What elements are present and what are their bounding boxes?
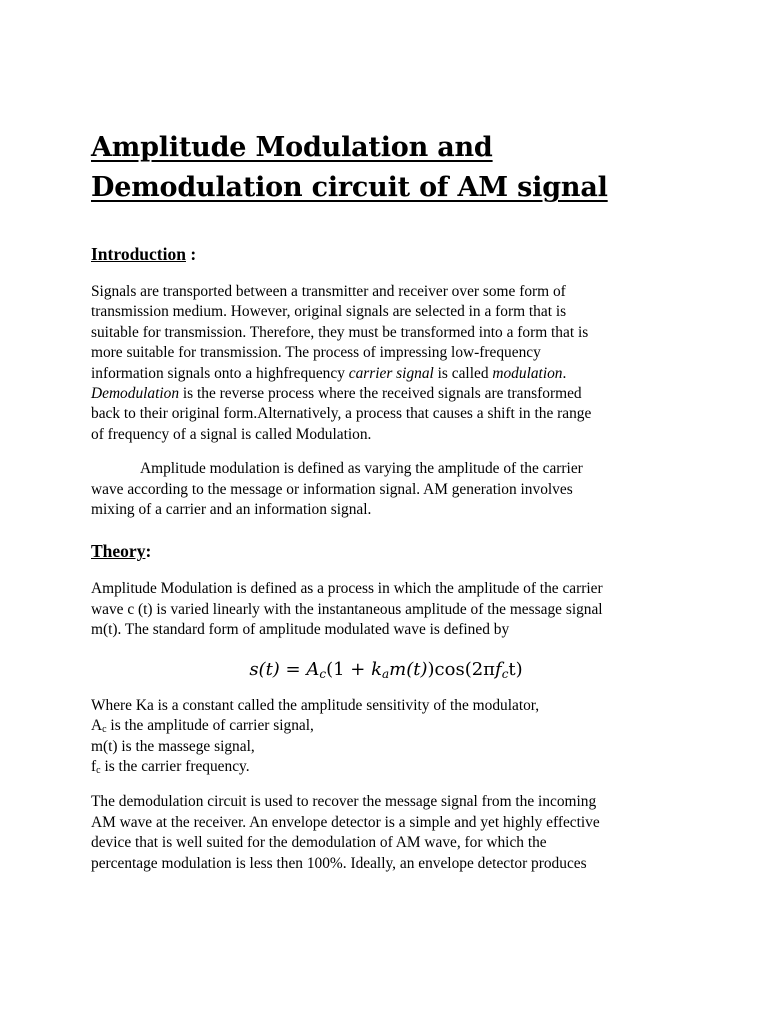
theory-heading-colon: : — [145, 541, 152, 562]
document-title — [91, 128, 681, 208]
text-line: Signals are transported between a transmitter and receiver over some form of — [91, 283, 566, 300]
text-line: percentage modulation is less then 100%. Ideally, an envelope detector produces — [91, 854, 587, 872]
formula-amplitude: A — [306, 658, 320, 680]
text-line: The demodulation circuit is used to recover the message signal from the incoming — [91, 793, 597, 811]
introduction-paragraph-2 — [91, 459, 681, 520]
text-line: suitable for transmission. Therefore, they must be transformed into a form that is — [91, 323, 589, 341]
emphasis-carrier-signal: carrier signal — [348, 364, 434, 382]
text-line: device that is well suited for the demodulation of AM wave, for which the — [91, 834, 547, 852]
text-line: Where Ka is a constant called the amplitude sensitivity of the modulator, — [91, 696, 540, 714]
formula-f-sub: c — [501, 666, 509, 681]
emphasis-modulation: modulation — [492, 364, 563, 382]
theory-paragraph-1 — [91, 579, 681, 640]
subscript: c — [102, 724, 107, 736]
formula-f: f — [495, 658, 502, 680]
theory-heading-text: Theory — [91, 541, 146, 562]
formula-equals: = — [279, 658, 307, 680]
formula-cos: )cos(2π — [427, 658, 496, 680]
text-line: mixing of a carrier and an information signal. — [91, 501, 372, 519]
formula-definitions — [91, 696, 681, 778]
text-run: f — [91, 757, 97, 775]
introduction-paragraph-1 — [91, 282, 681, 445]
text-line: wave c (t) is varied linearly with the instantaneous amplitude of the message signal — [91, 600, 603, 618]
title-line-1: Amplitude Modulation and — [91, 132, 493, 163]
formula-message: m(t) — [389, 658, 428, 680]
text-run: . — [562, 364, 567, 382]
formula-amplitude-sub: c — [319, 666, 327, 681]
formula-open: (1 + — [326, 658, 372, 680]
theory-heading — [91, 540, 681, 562]
text-run: is the carrier frequency. — [100, 757, 250, 775]
title-line-2: Demodulation circuit of AM signal — [91, 172, 608, 203]
text-run: is the amplitude of carrier signal, — [106, 717, 314, 735]
text-line: AM wave at the receiver. An envelope detector is a simple and yet highly effective — [91, 813, 600, 831]
text-line — [91, 716, 681, 736]
emphasis-demodulation: Demodulation — [91, 385, 180, 403]
text-line: transmission medium. However, original signals are selected in a form that is — [91, 303, 567, 321]
document-page — [91, 128, 681, 874]
text-line: Amplitude modulation is defined as varying the amplitude of the carrier — [140, 460, 583, 478]
text-run: A — [91, 717, 103, 735]
text-line: m(t) is the massege signal, — [91, 737, 255, 755]
introduction-heading-text: Introduction — [91, 244, 186, 264]
text-line — [91, 384, 681, 404]
text-line: m(t). The standard form of amplitude modulated wave is defined by — [91, 621, 510, 639]
formula-lhs: s(t) — [249, 658, 280, 680]
text-line — [91, 364, 681, 384]
text-line: Amplitude Modulation is defined as a process in which the amplitude of the carrier — [91, 580, 603, 598]
am-formula — [91, 658, 681, 682]
introduction-heading — [91, 243, 681, 265]
text-line: of frequency of a signal is called Modulation. — [91, 425, 372, 443]
text-line: wave according to the message or information signal. AM generation involves — [91, 480, 573, 498]
text-run: is the reverse process where the received signals are transformed — [179, 385, 582, 403]
text-run: is called — [433, 364, 493, 382]
text-line — [91, 757, 681, 777]
theory-paragraph-2 — [91, 792, 681, 874]
formula-k: k — [371, 658, 383, 680]
introduction-heading-colon: : — [185, 244, 197, 264]
text-line: back to their original form.Alternatively, a process that causes a shift in the range — [91, 405, 592, 423]
text-line: more suitable for transmission. The process of impressing low-frequency — [91, 344, 541, 362]
text-run: information signals onto a highfrequency — [91, 364, 349, 382]
subscript: c — [96, 764, 101, 776]
formula-k-sub: a — [382, 666, 390, 681]
formula-end: t) — [508, 658, 523, 680]
